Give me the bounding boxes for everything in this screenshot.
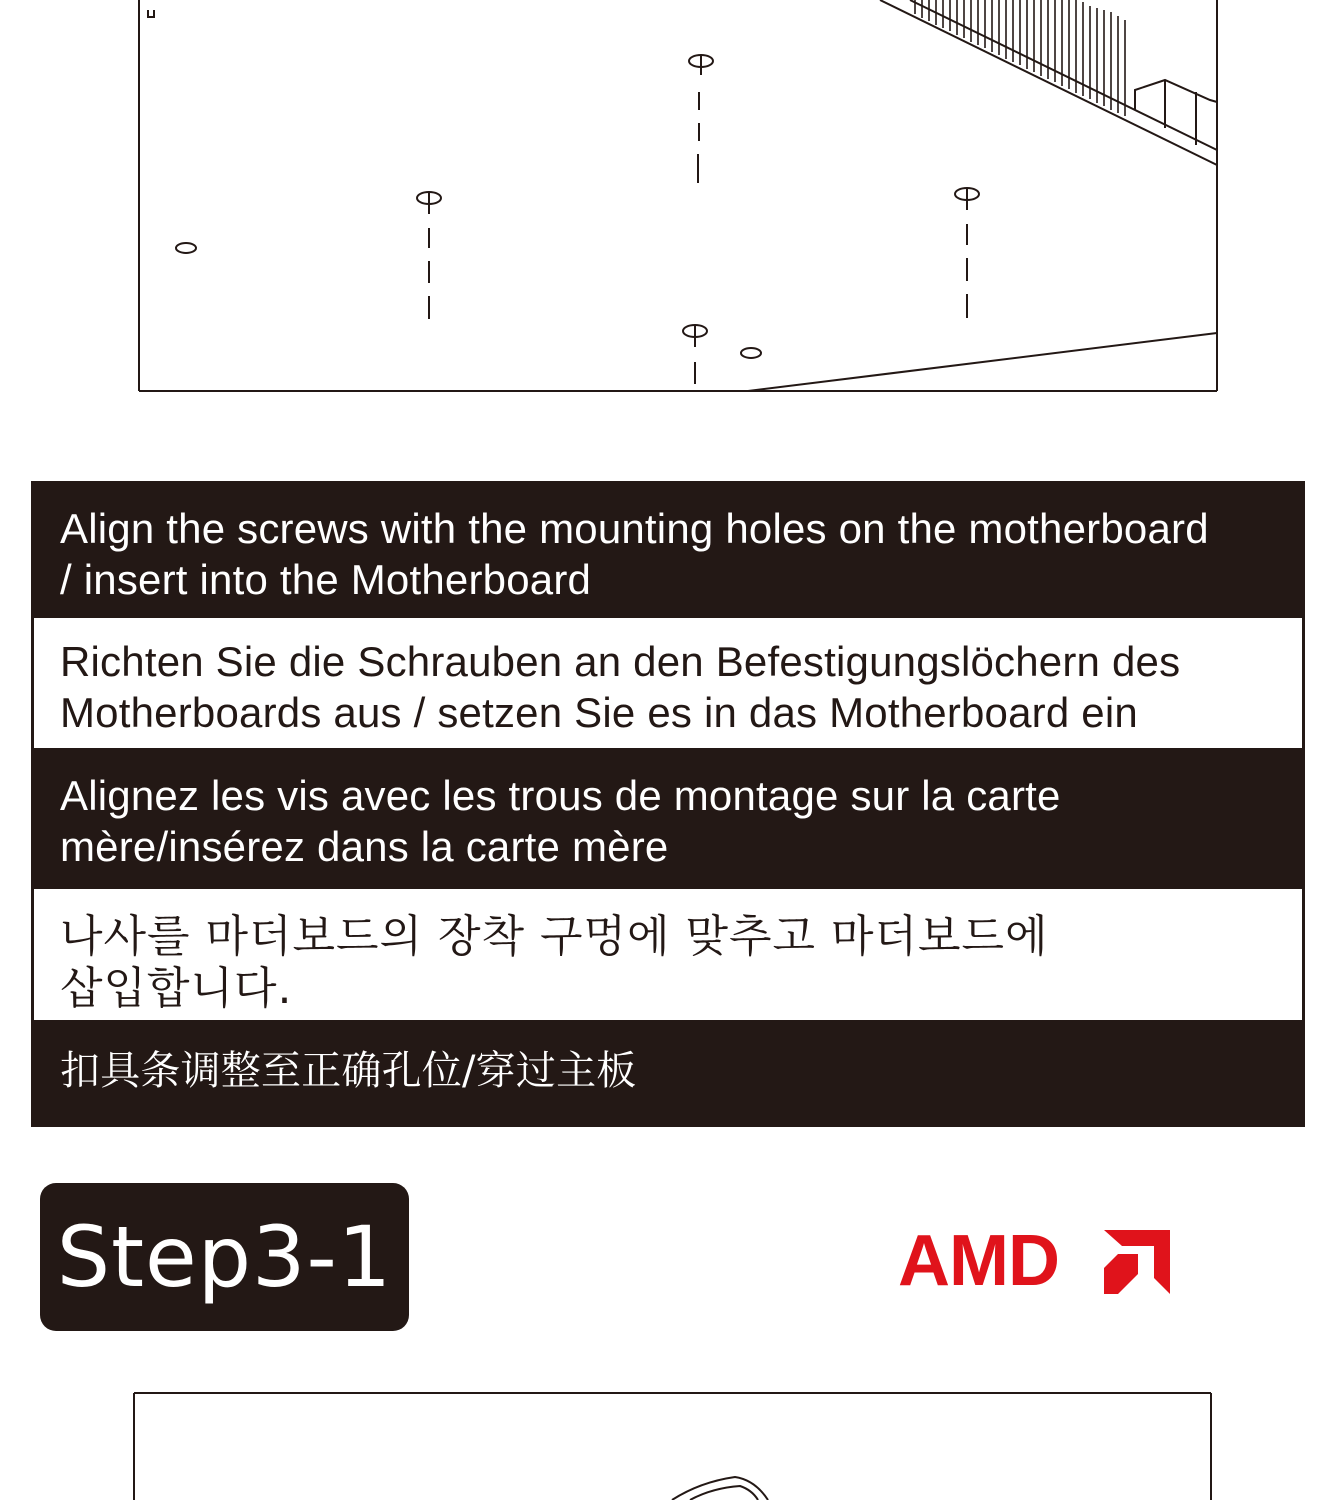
instruction-line: 삽입합니다.	[60, 963, 293, 1014]
screw-top-center	[689, 55, 713, 183]
screw-bottom-center	[683, 325, 707, 384]
step-badge: Step3-1	[40, 1183, 409, 1331]
instruction-line: Align the screws with the mounting holes on the motherboard	[60, 505, 1209, 552]
instruction-french	[31, 770, 1305, 888]
screw-left	[417, 192, 441, 319]
instruction-line: Alignez les vis avec les trous de montage sur la carte	[60, 772, 1061, 819]
instruction-english	[31, 503, 1305, 617]
step-diagram	[0, 1380, 1340, 1500]
amd-logo	[898, 1221, 1173, 1301]
instruction-korean	[34, 889, 1302, 1020]
amd-arrow-icon	[1104, 1230, 1170, 1294]
brand-name: AMD	[898, 1221, 1059, 1301]
mounting-hole	[741, 348, 761, 358]
small-mark	[148, 10, 154, 17]
instruction-line: Richten Sie die Schrauben an den Befestigungslöchern des	[60, 638, 1181, 685]
instruction-line: Motherboards aus / setzen Sie es in das Motherboard ein	[60, 689, 1138, 736]
instruction-chinese	[31, 1046, 1305, 1106]
slanted-panel-edge	[748, 333, 1217, 391]
mounting-hole	[176, 243, 196, 253]
instruction-line: 나사를 마더보드의 장착 구멍에 맞추고 마더보드에	[60, 911, 1049, 962]
instruction-line: 扣具条调整至正确孔位/穿过主板	[60, 1048, 637, 1094]
instruction-line: / insert into the Motherboard	[60, 556, 592, 603]
screw-right	[955, 188, 979, 318]
instruction-table	[31, 481, 1305, 1127]
mounting-diagram	[0, 0, 1340, 400]
instruction-german	[34, 618, 1302, 748]
instruction-line: mère/insérez dans la carte mère	[60, 823, 669, 870]
